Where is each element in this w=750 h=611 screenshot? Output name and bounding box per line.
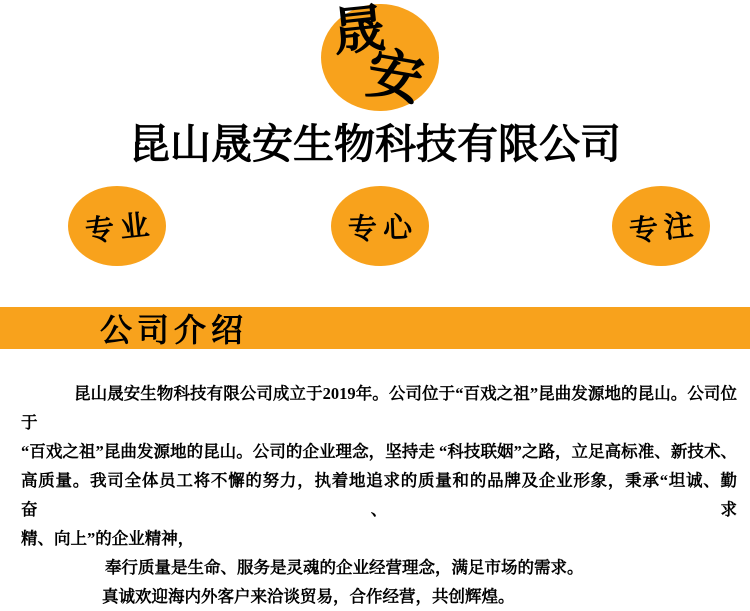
- badge-professional-label: 专业: [83, 208, 157, 248]
- logo-character-sheng: 晟: [330, 0, 388, 63]
- badge-focused-label: 专注: [627, 208, 701, 248]
- intro-line-4: 精、向上”的企业精神，: [21, 529, 195, 548]
- badge-dedicated: [331, 186, 429, 266]
- company-logo: [321, 0, 439, 114]
- intro-line-3: 高质量。我司全体员工将不懈的努力，执着地追求的质量和的品牌及企业形象，秉承“坦诚、勤奋、求: [21, 471, 737, 519]
- logo-character-an: 安: [362, 42, 428, 114]
- section-banner-title: 公司介绍: [100, 312, 249, 348]
- section-banner: [0, 307, 750, 349]
- intro-line-5: 奉行质量是生命、服务是灵魂的企业经营理念，满足市场的需求。: [105, 558, 584, 577]
- intro-line-1: 昆山晟安生物科技有限公司成立于2019年。公司位于“百戏之祖”昆曲发源地的昆山。公司位于: [21, 384, 737, 432]
- badge-focused: [612, 186, 710, 266]
- badge-professional: [68, 186, 166, 266]
- badge-dedicated-label: 专心: [347, 211, 419, 246]
- company-intro-text: [21, 379, 737, 611]
- intro-line-2: “百戏之祖”昆曲发源地的昆山。公司的企业理念，坚持走 “科技联姻”之路，立足高标准、新技术、: [21, 442, 737, 461]
- intro-line-6: 真诚欢迎海内外客户来洽谈贸易，合作经营，共创辉煌。: [102, 587, 515, 606]
- company-title: 昆山晟安生物科技有限公司: [129, 121, 621, 167]
